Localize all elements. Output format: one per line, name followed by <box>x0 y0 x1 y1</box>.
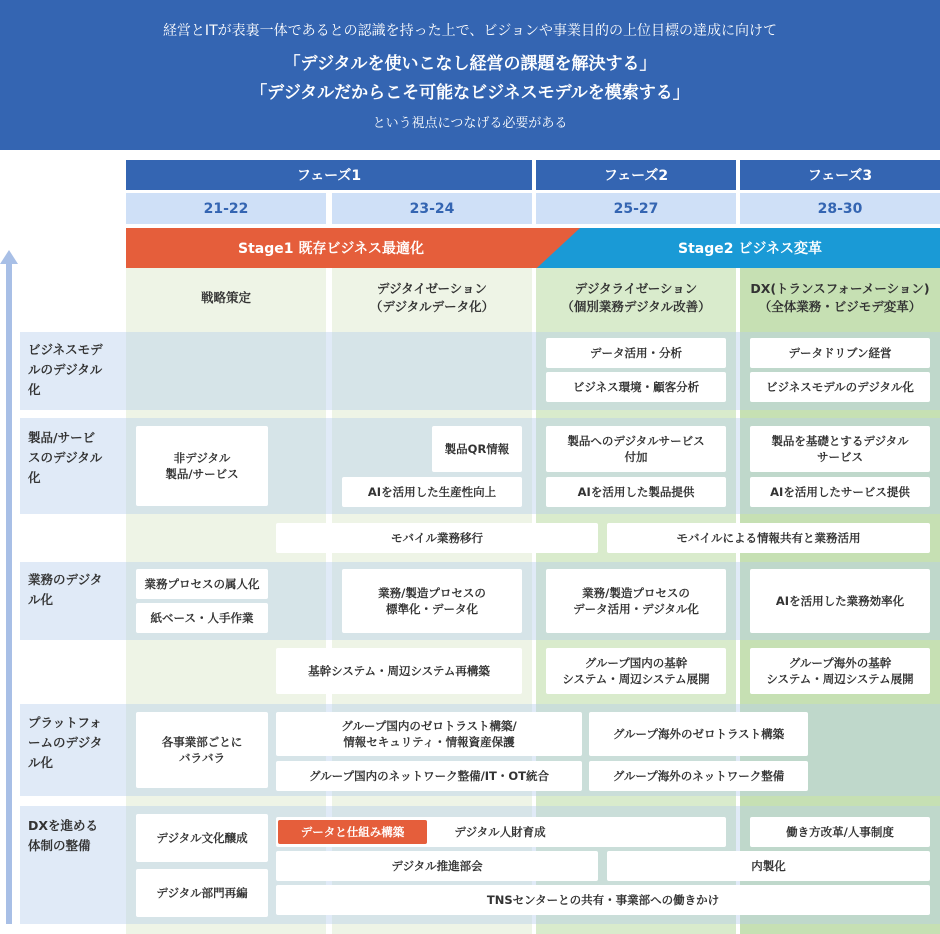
phase-3: フェーズ3 <box>740 160 940 190</box>
years-21-22: 21-22 <box>126 193 326 224</box>
box-overseas-zero-trust: グループ海外のゼロトラスト構築 <box>589 712 808 756</box>
row-label-organization: DXを進める 体制の整備 <box>28 818 99 853</box>
box-core-system-rebuild: 基幹システム・周辺システム再構築 <box>276 648 522 694</box>
column-head-digitalization: デジタライゼーション （個別業務デジタル改善） <box>561 280 711 314</box>
box-domestic-network: グループ国内のネットワーク整備/IT・OT統合 <box>276 761 582 791</box>
box-ai-productivity: AIを活用した生産性向上 <box>342 477 522 507</box>
box-digital-talent: デジタル人財育成 <box>454 824 546 839</box>
years-23-24: 23-24 <box>332 193 532 224</box>
row-label-product: 製品/サービ スのデジタル 化 <box>28 430 103 485</box>
stage1-label: Stage1 既存ビジネス最適化 <box>238 241 424 257</box>
header-line-4: という視点につなげる必要がある <box>372 116 568 131</box>
years-25-27: 25-27 <box>536 193 736 224</box>
header-line-3: 「デジタルだからこそ可能なビジネスモデルを模索する」 <box>250 83 690 103</box>
box-digital-promotion: デジタル推進部会 <box>276 851 598 881</box>
box-domestic-zero-trust: グループ国内のゼロトラスト構築/ 情報セキュリティ・情報資産保護 <box>276 712 582 756</box>
box-business-env-analysis: ビジネス環境・顧客分析 <box>546 372 726 402</box>
header-line-1: 経営とITが表裏一体であるとの認識を持った上で、ビジョンや事業目的の上位目標の達成に向けて <box>162 23 778 39</box>
years-28-30: 28-30 <box>740 193 940 224</box>
box-overseas-core-system: グループ海外の基幹 システム・周辺システム展開 <box>750 648 930 694</box>
box-non-digital-product: 非デジタル 製品/サービス <box>136 426 268 506</box>
box-digital-dept-reorg: デジタル部門再編 <box>136 869 268 917</box>
box-product-digital-service: 製品へのデジタルサービス 付加 <box>546 426 726 472</box>
box-process-standardization: 業務/製造プロセスの 標準化・データ化 <box>342 569 522 633</box>
box-paper-manual: 紙ベース・人手作業 <box>136 603 268 633</box>
box-data-mechanism: データと仕組み構築 <box>278 820 427 844</box>
box-product-based-service: 製品を基礎とするデジタル サービス <box>750 426 930 472</box>
column-head-digitization: デジタイゼーション （デジタルデータ化） <box>369 280 495 314</box>
box-mobile-sharing: モバイルによる情報共有と業務活用 <box>607 523 930 553</box>
phase-1: フェーズ1 <box>126 160 532 190</box>
box-insourcing: 内製化 <box>607 851 930 881</box>
stage2-label: Stage2 ビジネス変革 <box>678 241 822 257</box>
box-product-qr: 製品QR情報 <box>432 426 522 472</box>
box-tns-center: TNSセンターとの共有・事業部への働きかけ <box>276 885 930 915</box>
box-ai-efficiency: AIを活用した業務効率化 <box>750 569 930 633</box>
box-data-driven-management: データドリブン経営 <box>750 338 930 368</box>
box-data-analysis: データ活用・分析 <box>546 338 726 368</box>
box-digital-culture: デジタル文化醸成 <box>136 814 268 862</box>
box-process-digitalization: 業務/製造プロセスの データ活用・デジタル化 <box>546 569 726 633</box>
box-ai-service: AIを活用したサービス提供 <box>750 477 930 507</box>
column-head-strategy: 戦略策定 <box>200 289 251 305</box>
header-line-2: 「デジタルを使いこなし経営の課題を解決する」 <box>283 54 657 74</box>
box-work-style-reform: 働き方改革/人事制度 <box>750 817 930 847</box>
box-business-model-digitalization: ビジネスモデルのデジタル化 <box>750 372 930 402</box>
column-head-dx: DX(トランスフォーメーション) （全体業務・ビジモデ変革） <box>750 280 930 314</box>
progress-arrow-shaft <box>6 262 12 924</box>
box-domestic-core-system: グループ国内の基幹 システム・周辺システム展開 <box>546 648 726 694</box>
box-ai-product: AIを活用した製品提供 <box>546 477 726 507</box>
box-process-personalization: 業務プロセスの属人化 <box>136 569 268 599</box>
header-banner <box>0 0 940 150</box>
box-overseas-network: グループ海外のネットワーク整備 <box>589 761 808 791</box>
box-each-division-separate: 各事業部ごとに バラバラ <box>136 712 268 788</box>
progress-arrow-head-icon <box>0 250 18 264</box>
row-label-operations: 業務のデジタ ル化 <box>28 572 103 607</box>
box-mobile-migration: モバイル業務移行 <box>276 523 598 553</box>
row-label-platform: プラットフォ ームのデジタ ル化 <box>28 715 103 770</box>
row-label-business-model: ビジネスモデ ルのデジタル 化 <box>28 342 103 397</box>
phase-2: フェーズ2 <box>536 160 736 190</box>
